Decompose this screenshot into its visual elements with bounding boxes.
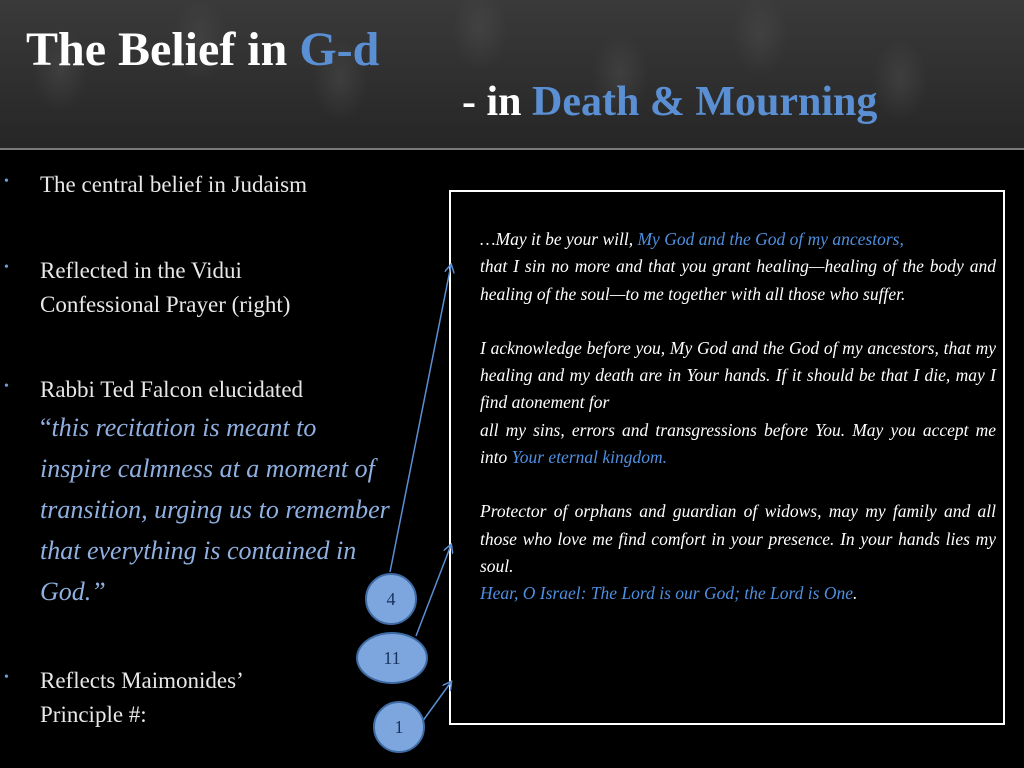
title-text: The Belief in	[26, 23, 300, 76]
principle-badge-1: 1	[373, 701, 425, 753]
principle-badge-11: 11	[356, 632, 428, 684]
principle-badge-4: 4	[365, 573, 417, 625]
arrow-line-principle-1	[422, 682, 451, 722]
quote-text: this recitation is meant to inspire calmness at a moment of transition, urging us to remember that everything is contained in God.”	[40, 413, 390, 606]
title-text-in: - in	[462, 79, 533, 125]
title-accent-death-mourning: Death & Mourning	[532, 79, 878, 125]
bullet-dot-icon: •	[4, 670, 9, 685]
bullet-line: Confessional Prayer (right)	[40, 292, 291, 317]
title-accent-god: G-d	[299, 23, 380, 76]
prayer-text: all my sins, errors and transgressions before You. May you accept me into	[480, 419, 996, 468]
prayer-highlight: Hear, O Israel: The Lord is our God; the Lord is One	[480, 583, 854, 604]
prayer-text: …May it be your will,	[480, 229, 638, 249]
bullet-line: Principle #:	[40, 702, 147, 727]
prayer-highlight: Your eternal kingdom.	[511, 447, 668, 468]
bullet-text: The central belief in Judaism	[40, 172, 307, 197]
bullet-dot-icon: •	[4, 174, 9, 189]
bullet-line: Reflects Maimonides’	[40, 668, 244, 693]
arrow-line-principle-11	[416, 545, 451, 636]
prayer-text: that I sin no more and that you grant healing—healing of the body and healing of the soul—to me together with all those who suffer.	[480, 256, 996, 304]
prayer-text: .	[853, 583, 858, 604]
prayer-text: I acknowledge before you, My God and the God of my ancestors, that my healing and my death are in Your hands. If it should be that I die, may I find atonement for	[480, 337, 996, 413]
bullet-intro: Rabbi Ted Falcon elucidated	[40, 377, 304, 402]
prayer-text: Protector of orphans and guardian of widows, may my family and all those who love me find comfort in your presence. In your hands lies my soul.	[480, 501, 996, 576]
quote-open-mark: “	[40, 413, 52, 442]
prayer-highlight: My God and the God of my ancestors,	[637, 229, 904, 249]
bullet-dot-icon: •	[4, 379, 9, 394]
bullet-line: Reflected in the Vidui	[40, 258, 242, 283]
arrow-line-principle-4	[390, 265, 451, 572]
bullet-dot-icon: •	[4, 260, 9, 275]
